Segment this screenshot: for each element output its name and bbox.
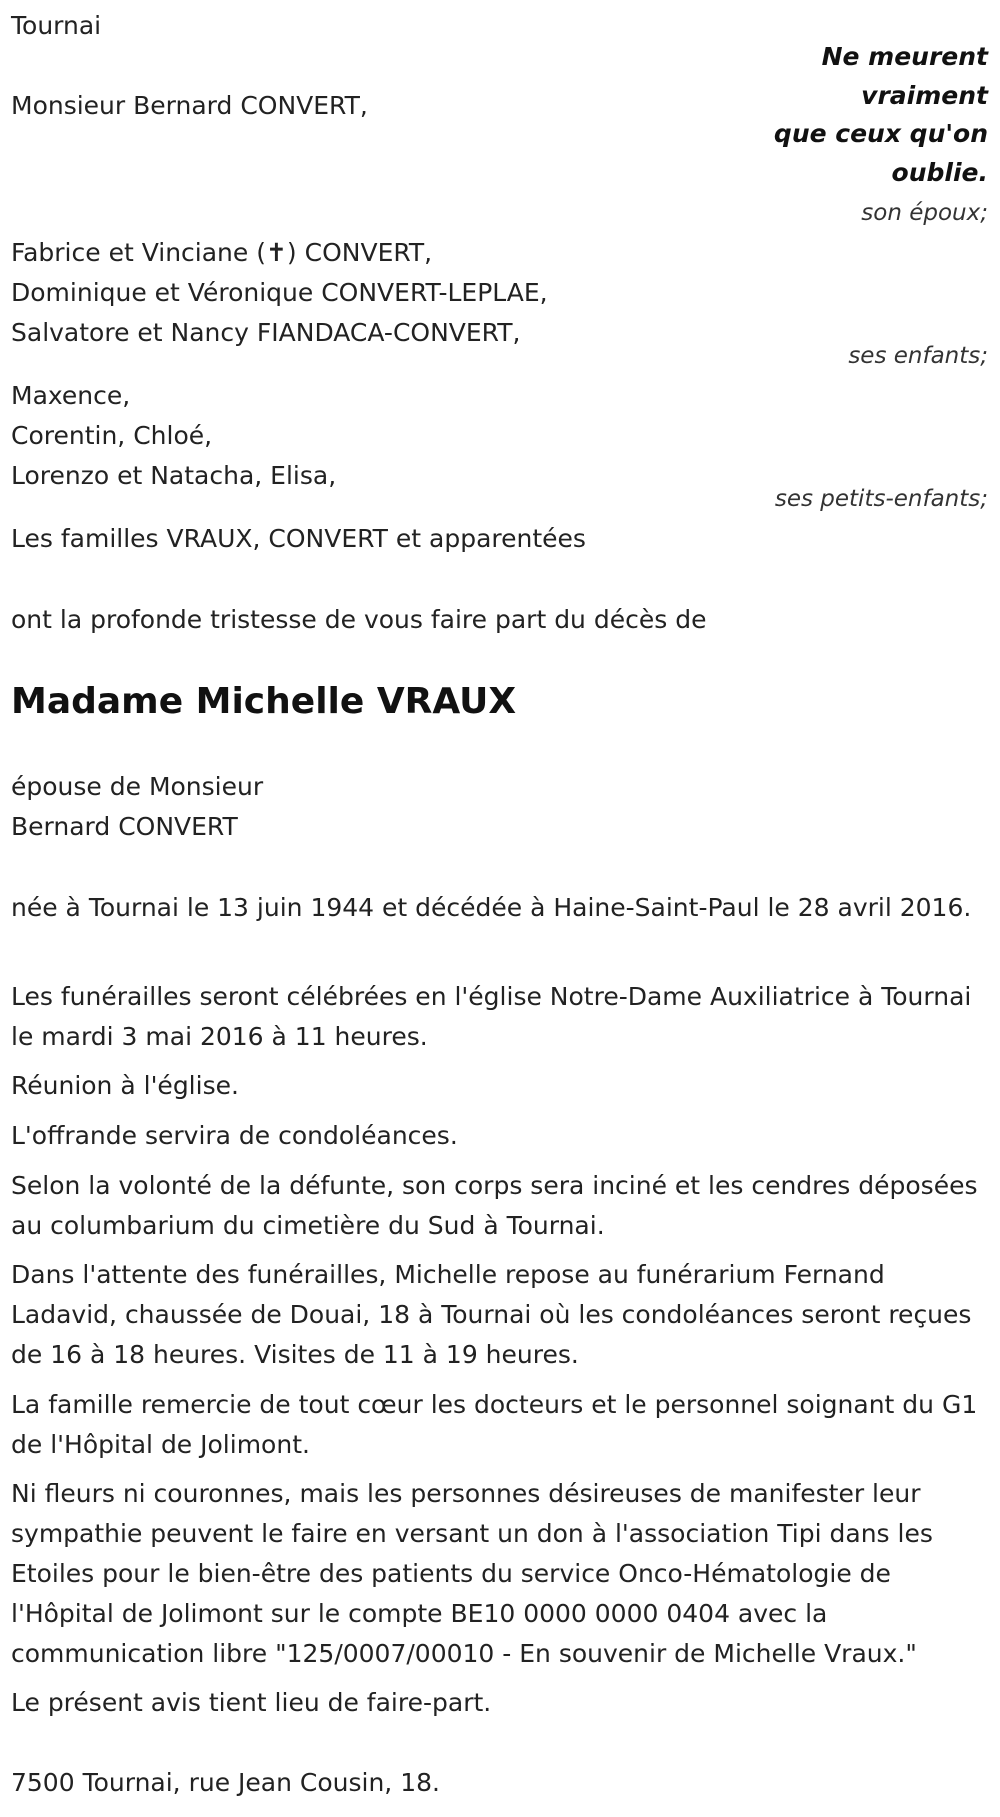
funerarium-paragraph: Dans l'attente des funérailles, Michelle repose au funérarium Fernand Ladavid, chaussée de Douai, 18 à Tournai où les condoléances seront reçues de 16 à 18 heures. Visites de 11 à 19 heures. <box>11 1260 972 1369</box>
grandchild-line: Corentin, Chloé, <box>11 421 213 450</box>
motto-line: oublie. <box>891 157 988 187</box>
grandchild-line: Lorenzo et Natacha, Elisa, <box>11 461 337 490</box>
birth-death-paragraph: née à Tournai le 13 juin 1944 et décédée à Haine-Saint-Paul le 28 avril 2016. <box>11 893 972 922</box>
funeral-paragraph: Les funérailles seront célébrées en l'église Notre-Dame Auxiliatrice à Tournai le mardi 3 mai 2016 à 11 heures. <box>11 982 972 1051</box>
families-line: Les familles VRAUX, CONVERT et apparentées <box>11 524 586 553</box>
donation-paragraph: Ni fleurs ni couronnes, mais les personnes désireuses de manifester leur sympathie peuvent le faire en versant un don à l'association Tipi dans les Etoiles pour le bien-être des patients du service Onco-Hématologie de l'Hôpital de Jolimont sur le compte BE10 0000 0000 0404 avec la communication libre "125/0007/00010 - En souvenir de Michelle Vraux." <box>11 1479 933 1668</box>
notice-paragraph: Le présent avis tient lieu de faire-part. <box>11 1688 492 1717</box>
child-line: Fabrice et Vinciane (✝) CONVERT, <box>11 238 433 267</box>
motto <box>774 38 988 192</box>
spouse-name: Monsieur Bernard CONVERT, <box>11 91 368 120</box>
deceased-name: Madame Michelle VRAUX <box>11 681 517 722</box>
meeting-paragraph: Réunion à l'église. <box>11 1071 239 1100</box>
city-heading: Tournai <box>11 11 102 40</box>
motto-line: que ceux qu'on <box>773 119 988 148</box>
grandchildren-relation: ses petits-enfants; <box>774 486 988 512</box>
announcement: ont la profonde tristesse de vous faire part du décès de <box>11 605 707 634</box>
cremation-paragraph: Selon la volonté de la défunte, son corps sera inciné et les cendres déposées au columbarium du cimetière du Sud à Tournai. <box>11 1171 978 1240</box>
offering-paragraph: L'offrande servira de condoléances. <box>11 1121 458 1150</box>
spouse-relation: son époux; <box>861 200 988 226</box>
grandchild-line: Maxence, <box>11 381 131 410</box>
motto-line: Ne meurent <box>821 42 988 71</box>
thanks-paragraph: La famille remercie de tout cœur les docteurs et le personnel soignant du G1 de l'Hôpital de Jolimont. <box>11 1390 978 1459</box>
children-relation: ses enfants; <box>848 343 988 369</box>
motto-line: vraiment <box>861 80 988 110</box>
child-line: Salvatore et Nancy FIANDACA-CONVERT, <box>11 318 521 347</box>
deceased-spouse-line: Bernard CONVERT <box>11 812 238 841</box>
deceased-spouse-line: épouse de Monsieur <box>11 772 264 801</box>
address: 7500 Tournai, rue Jean Cousin, 18. <box>11 1768 440 1797</box>
child-line: Dominique et Véronique CONVERT-LEPLAE, <box>11 278 548 307</box>
